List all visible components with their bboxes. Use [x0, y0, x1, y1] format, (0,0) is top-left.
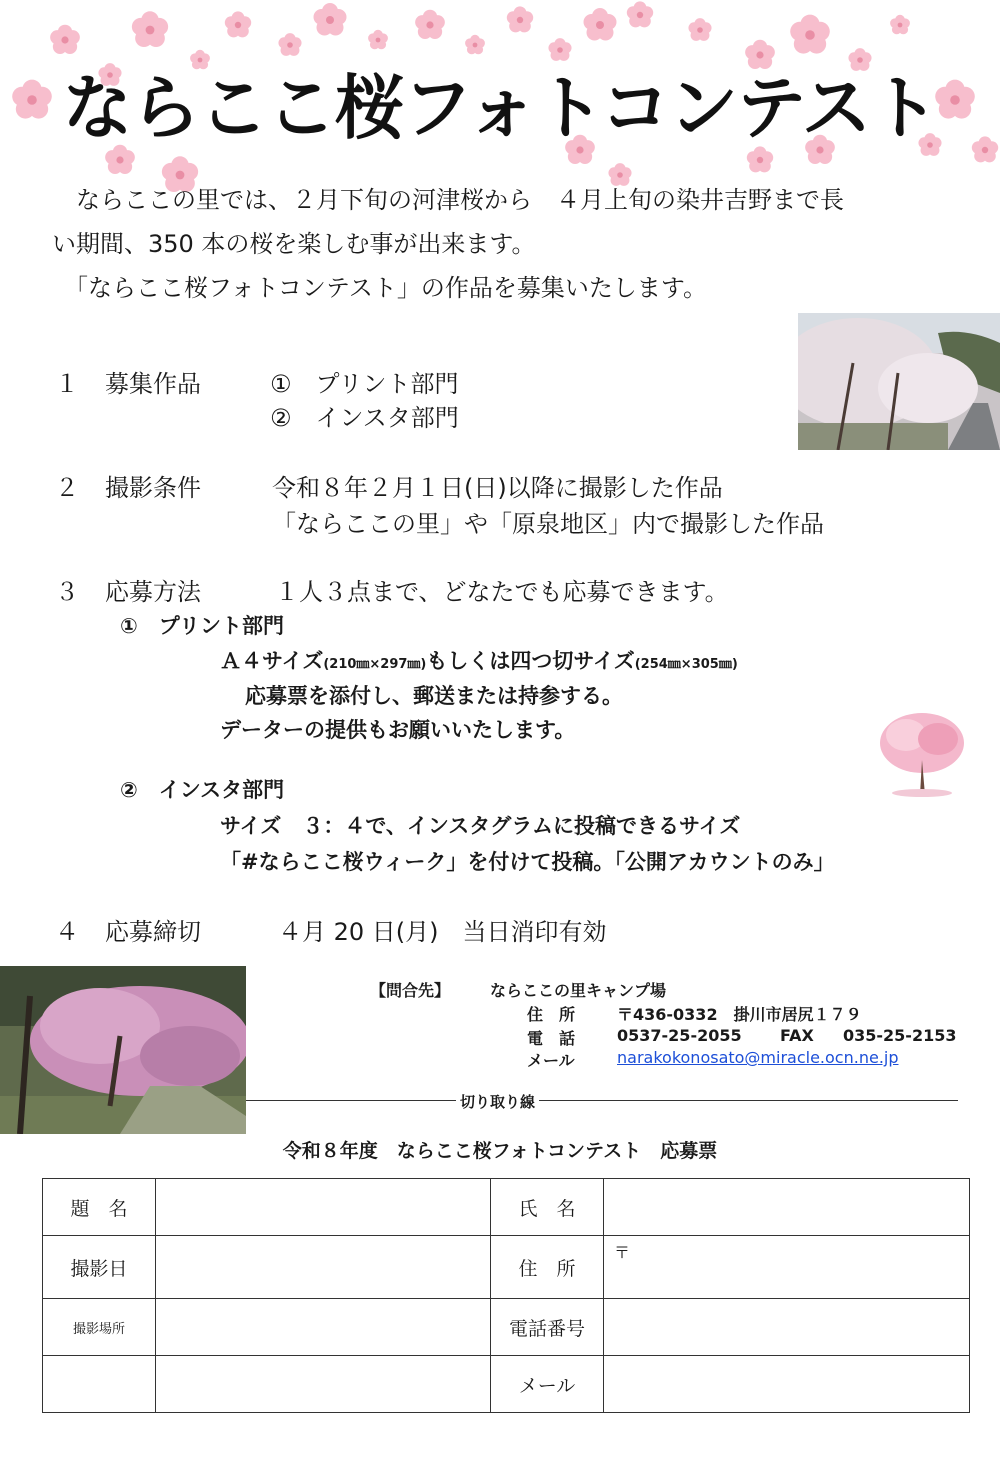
cut-line [246, 1100, 958, 1101]
form-field-place[interactable] [156, 1299, 491, 1356]
form-label-title: 題 名 [43, 1179, 156, 1236]
print-data-request: データーの提供もお願いいたします。 [220, 718, 576, 742]
contact-mail-link[interactable]: narakokonosato@miracle.ocn.ne.jp [617, 1048, 899, 1067]
form-empty-cell [43, 1356, 156, 1413]
section-2-line-1: 令和８年２月１日(日)以降に撮影した作品 [272, 474, 723, 502]
form-title: 令和８年度 ならここ桜フォトコンテスト 応募票 [282, 1140, 718, 1162]
form-field-address[interactable] [604, 1236, 970, 1299]
form-field-phone[interactable] [604, 1299, 970, 1356]
form-label-date: 撮影日 [43, 1236, 156, 1299]
contact-heading: 【問合先】 [370, 981, 451, 1000]
section-2-label: 撮影条件 [105, 474, 201, 502]
form-label-phone: 電話番号 [491, 1299, 604, 1356]
cut-line-label: 切り取り線 [456, 1091, 539, 1112]
print-size-line [220, 645, 738, 675]
contact-fax: 035-25-2153 [843, 1026, 957, 1045]
contact-tel-label: 電 話 [527, 1029, 576, 1048]
form-field-mail[interactable] [604, 1356, 970, 1413]
section-4-label: 応募締切 [105, 918, 201, 946]
section-1-label: 募集作品 [105, 370, 201, 398]
print-size-a4-dimensions: (210㎜×297㎜) [323, 657, 427, 672]
kawazu-sakura-photo [0, 966, 246, 1134]
section-3-label: 応募方法 [105, 578, 201, 606]
form-row-mail [43, 1356, 970, 1413]
insta-hashtag-line: 「#ならここ桜ウィーク」を付けて投稿。「公開アカウントのみ」 [220, 850, 835, 874]
form-field-title[interactable] [156, 1179, 491, 1236]
section-1-item-insta: ② インスタ部門 [270, 404, 459, 432]
intro-line-1: ならここの里では、２月下旬の河津桜から ４月上旬の染井吉野まで長 [52, 186, 844, 214]
form-field-date[interactable] [156, 1236, 491, 1299]
print-division-heading: ① プリント部門 [120, 614, 284, 638]
contact-address: 〒436-0332 掛川市居尻１７９ [617, 1005, 862, 1024]
section-4-deadline: ４月 20 日(月) 当日消印有効 [278, 918, 607, 946]
form-row-date-address [43, 1236, 970, 1299]
print-instructions: 応募票を添付し、郵送または持参する。 [245, 684, 623, 708]
form-row-place-phone [43, 1299, 970, 1356]
form-row-title-name [43, 1179, 970, 1236]
intro-line-2: い期間、350 本の桜を楽しむ事が出来ます。 [52, 230, 536, 258]
application-form [42, 1178, 970, 1413]
print-size-alt: もしくは四つ切サイズ [426, 649, 635, 673]
section-1-item-print: ① プリント部門 [270, 370, 459, 398]
form-label-name: 氏 名 [491, 1179, 604, 1236]
intro-line-3: 「ならここ桜フォトコンテスト」の作品を募集いたします。 [52, 274, 707, 302]
insta-division-heading: ② インスタ部門 [120, 778, 285, 802]
contact-mail-label: メール [527, 1051, 575, 1070]
postal-mark: 〒 [614, 1243, 631, 1262]
contact-fax-label: FAX [780, 1026, 814, 1045]
form-empty-cell [156, 1356, 491, 1413]
page-title: ならここ桜フォトコンテスト [62, 67, 938, 149]
contact-tel: 0537-25-2055 [617, 1026, 742, 1045]
print-size-a4: Ａ４サイズ [220, 649, 324, 673]
cherry-road-photo [798, 313, 1000, 450]
section-1-number: １ [55, 370, 79, 398]
section-3-number: ３ [55, 578, 79, 606]
form-label-place: 撮影場所 [43, 1299, 156, 1356]
form-label-address: 住 所 [491, 1236, 604, 1299]
print-size-alt-dimensions: (254㎜×305㎜) [634, 657, 738, 672]
section-2-number: ２ [55, 474, 79, 502]
contact-address-label: 住 所 [527, 1005, 576, 1024]
contact-organization: ならここの里キャンプ場 [490, 981, 667, 1000]
section-2-line-2: 「ならここの里」や「原泉地区」内で撮影した作品 [272, 510, 824, 538]
form-field-name[interactable] [604, 1179, 970, 1236]
form-label-mail: メール [491, 1356, 604, 1413]
section-3-lead: １人３点まで、どなたでも応募できます。 [275, 578, 729, 606]
cherry-tree-illustration [876, 705, 968, 797]
section-4-number: ４ [55, 918, 79, 946]
insta-size-line: サイズ ３：４で、インスタグラムに投稿できるサイズ [220, 814, 741, 838]
